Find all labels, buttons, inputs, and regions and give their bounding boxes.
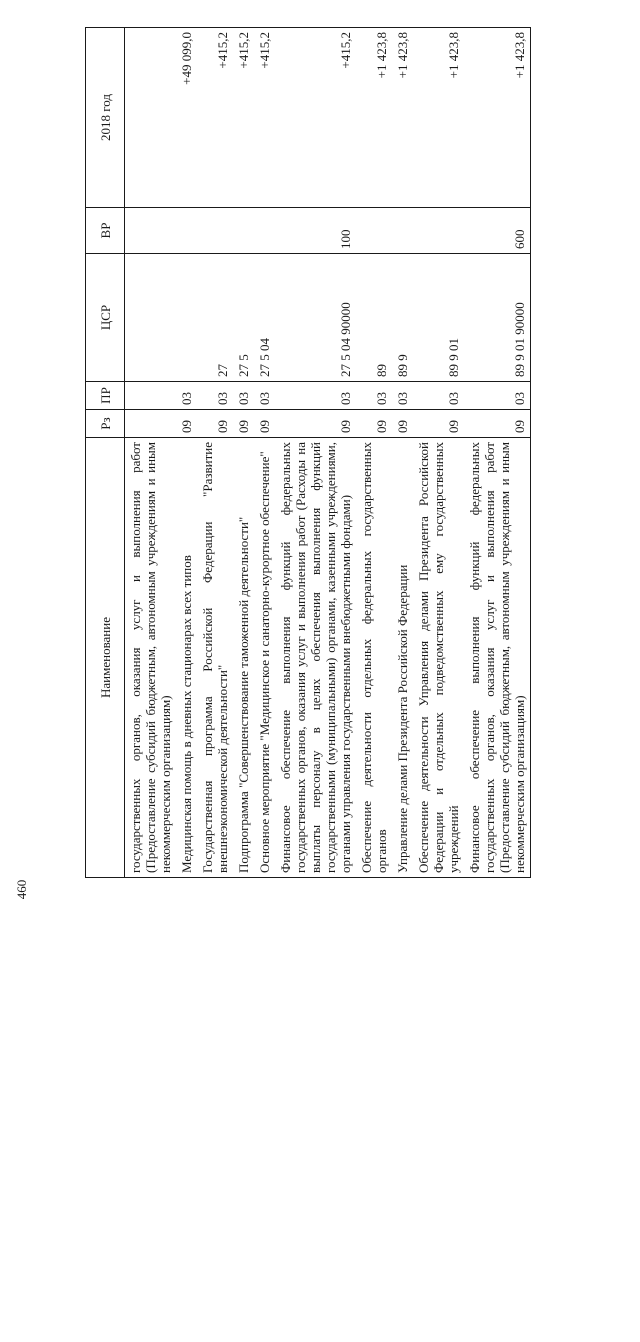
row-csr: 27 5 04	[254, 254, 275, 382]
row-csr: 89 9	[392, 254, 413, 382]
row-rz: 09	[356, 410, 392, 438]
table-row	[233, 28, 254, 878]
table-row	[125, 28, 177, 878]
row-name: Финансовое обеспечение выполнения функций федеральных государственных органов, оказания услуг и выполнения работ (Расходы на выплаты персоналу в целях обеспечения выполнения функций государственными (муниципальными) органами, казенными учреждениями, органами управления государственными внебюджетными фондами)	[275, 438, 356, 878]
row-rz: 09	[197, 410, 233, 438]
row-csr: 89 9 01 90000	[464, 254, 531, 382]
row-name: Государственная программа Российской Федерации "Развитие внешнеэкономической деятельности"	[197, 438, 233, 878]
header-rz: Рз	[86, 410, 125, 438]
row-amount: +415,2	[197, 28, 233, 208]
row-vr	[254, 208, 275, 254]
table-row	[176, 28, 197, 878]
row-csr	[125, 254, 177, 382]
budget-table	[85, 27, 531, 878]
row-pr: 03	[197, 382, 233, 410]
row-amount	[125, 28, 177, 208]
row-pr: 03	[356, 382, 392, 410]
table-row	[197, 28, 233, 878]
row-name: Обеспечение деятельности Управления делами Президента Российской Федерации и отдельных подведомственных ему государственных учреждений	[413, 438, 464, 878]
table-row	[392, 28, 413, 878]
row-rz: 09	[464, 410, 531, 438]
row-name: Основное мероприятие "Медицинское и санаторно-курортное обеспечение"	[254, 438, 275, 878]
header-vr: ВР	[86, 208, 125, 254]
row-pr: 03	[392, 382, 413, 410]
row-pr: 03	[254, 382, 275, 410]
row-vr	[197, 208, 233, 254]
row-amount: +415,2	[254, 28, 275, 208]
header-csr: ЦСР	[86, 254, 125, 382]
row-vr: 100	[275, 208, 356, 254]
row-csr: 27 5 04 90000	[275, 254, 356, 382]
row-vr	[413, 208, 464, 254]
row-rz: 09	[254, 410, 275, 438]
header-year: 2018 год	[86, 28, 125, 208]
row-rz: 09	[275, 410, 356, 438]
row-vr	[176, 208, 197, 254]
table-row	[356, 28, 392, 878]
table-row	[254, 28, 275, 878]
table-row	[413, 28, 464, 878]
row-csr: 89 9 01	[413, 254, 464, 382]
header-row	[86, 28, 125, 878]
row-name: Медицинская помощь в дневных стационарах всех типов	[176, 438, 197, 878]
row-vr	[125, 208, 177, 254]
row-name: Финансовое обеспечение выполнения функций федеральных государственных органов, оказания услуг и выполнения работ (Предоставление субсидий бюджетным, автономным учреждениям и иным некоммерческим организациям)	[464, 438, 531, 878]
row-pr: 03	[413, 382, 464, 410]
row-vr: 600	[464, 208, 531, 254]
header-name: Наименование	[86, 438, 125, 878]
page-number: 460	[14, 879, 29, 900]
row-amount: +1 423,8	[356, 28, 392, 208]
table-row	[464, 28, 531, 878]
row-amount: +1 423,8	[392, 28, 413, 208]
row-name: государственных органов, оказания услуг и выполнения работ (Предоставление субсидий бюджетным, автономным учреждениям и иным некоммерческим организациям)	[125, 438, 177, 878]
row-amount: +415,2	[275, 28, 356, 208]
rotated-document	[85, 28, 610, 878]
row-pr: 03	[464, 382, 531, 410]
table-row	[275, 28, 356, 878]
row-csr	[176, 254, 197, 382]
row-amount: +415,2	[233, 28, 254, 208]
row-rz: 09	[176, 410, 197, 438]
row-vr	[233, 208, 254, 254]
row-pr	[125, 382, 177, 410]
row-vr	[356, 208, 392, 254]
row-pr: 03	[275, 382, 356, 410]
header-pr: ПР	[86, 382, 125, 410]
row-amount: +1 423,8	[413, 28, 464, 208]
row-csr: 27	[197, 254, 233, 382]
row-amount: +1 423,8	[464, 28, 531, 208]
row-pr: 03	[233, 382, 254, 410]
row-rz: 09	[392, 410, 413, 438]
row-rz: 09	[233, 410, 254, 438]
row-vr	[392, 208, 413, 254]
row-name: Подпрограмма "Совершенствование таможенной деятельности"	[233, 438, 254, 878]
row-amount: +49 099,0	[176, 28, 197, 208]
row-name: Управление делами Президента Российской Федерации	[392, 438, 413, 878]
row-csr: 27 5	[233, 254, 254, 382]
row-csr: 89	[356, 254, 392, 382]
row-pr: 03	[176, 382, 197, 410]
row-rz	[125, 410, 177, 438]
row-name: Обеспечение деятельности отдельных федеральных государственных органов	[356, 438, 392, 878]
row-rz: 09	[413, 410, 464, 438]
